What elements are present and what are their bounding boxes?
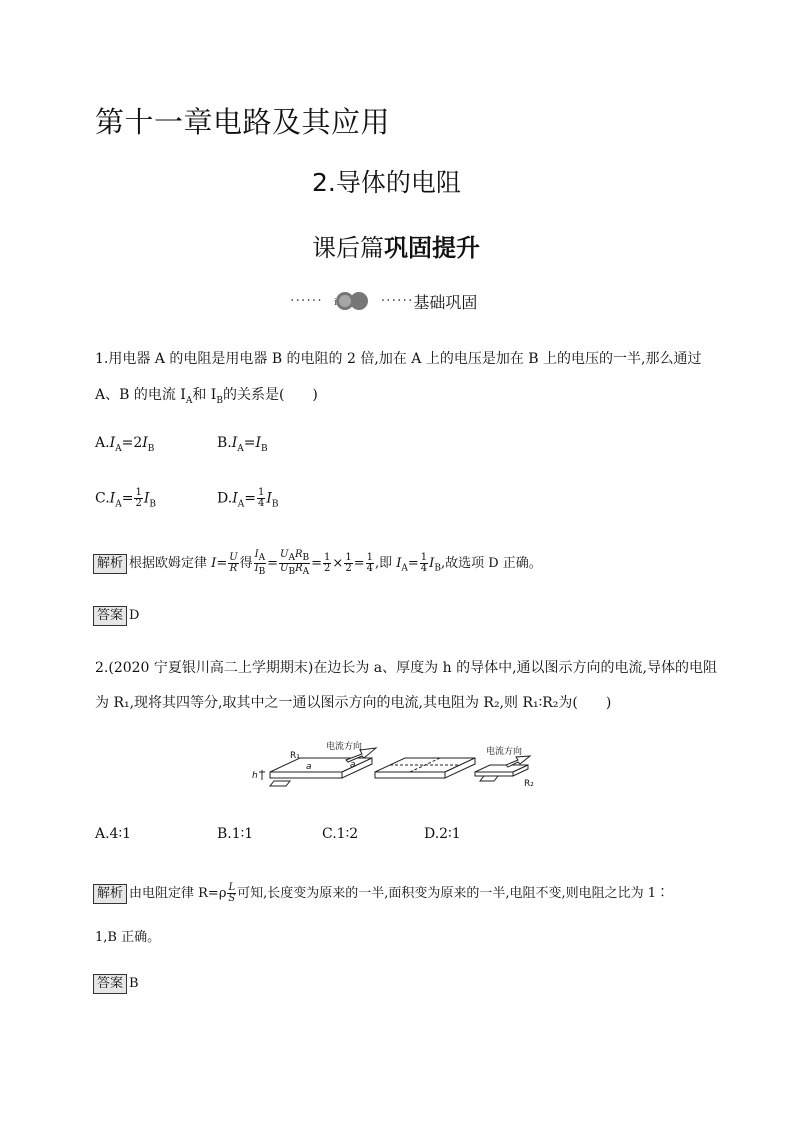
conductor-figure — [250, 736, 550, 796]
q1-option-d: $D.I_A=$ $\frac{1}{4}$ $I_B$ — [217, 487, 279, 510]
q1-line2-end: 的关系是( ) — [222, 387, 318, 403]
subsection-bold: 巩固提升 — [384, 234, 480, 262]
q2-option-c: C.1∶2 — [322, 826, 359, 842]
q1-answer-value: D — [129, 608, 140, 623]
basic-section-header — [290, 288, 477, 314]
q2-analysis-line2: 1,B 正确。 — [95, 930, 161, 945]
q1-analysis-post: ,即 — [374, 556, 393, 571]
chapter-title: 第十一章电路及其应用 — [95, 105, 391, 139]
q1-analysis: 解析 根据欧姆定律 I= $\frac{U}{R}$ 得 $\frac{I_A}{I_B}$ = $\frac{U_AR_B}{U_BR_A}$ = $\frac{1}{2}$ × $\frac{1}{2}$ = $\frac{1}{4}$ ,即 $I_A=$ $\frac{1}{4}$ $I_B$,故选项 D 正确。 — [93, 550, 542, 577]
q2-option-d: D.2∶1 — [424, 826, 461, 842]
basic-label: 基础巩固 — [413, 292, 478, 312]
q2-option-b: B.1∶1 — [217, 826, 254, 842]
q1-option-a: $A.I_A=2I_B$ — [95, 435, 155, 454]
fig-label-r1: R₁ — [290, 751, 300, 761]
q1-line2-a: A、B 的电流 I — [95, 387, 186, 403]
q2-line2: 为 R₁,现将其四等分,取其中之一通以图示方向的电流,其电阻为 R₂,则 R₁∶R₂为( ) — [95, 695, 612, 711]
q2-option-a: A.4∶1 — [95, 826, 132, 842]
q1-answer — [93, 606, 139, 626]
fig-label-a1: a — [306, 762, 312, 772]
q2-answer — [93, 974, 139, 994]
q1-analysis-mid: 得 — [239, 556, 253, 571]
svg-text:i: i — [333, 298, 337, 308]
section-title: 2.导体的电阻 — [312, 168, 461, 197]
subsection-title — [312, 228, 480, 263]
q1-line2-mid: 和 I — [192, 387, 217, 403]
fig-label-r2: R₂ — [524, 779, 534, 789]
q1-sub-a: A — [185, 395, 193, 406]
analysis-tag: 解析 — [93, 554, 127, 574]
fig-label-h: h — [252, 771, 258, 781]
answer-tag: 答案 — [93, 974, 127, 994]
fig-label-a2: a — [350, 760, 356, 770]
analysis-tag: 解析 — [93, 884, 127, 904]
q2-analysis: 解析 由电阻定律 R=ρ $\frac{L}{S}$ 可知,长度变为原来的一半,面积变为原来的一半,电阻不变,则电阻之比为 1∶ — [93, 882, 669, 904]
q2-analysis-pre: 由电阻定律 R=ρ — [129, 886, 227, 901]
q2-line1: 2.(2020 宁夏银川高二上学期期末)在边长为 a、厚度为 h 的导体中,通以图示方向的电流,导体的电阻 — [95, 660, 717, 676]
subsection-prefix: 课后篇 — [312, 234, 384, 262]
q1-analysis-end: 故选项 D 正确。 — [445, 556, 542, 571]
answer-tag: 答案 — [93, 606, 127, 626]
q2-answer-value: B — [129, 976, 139, 991]
fig-label-current2: 电流方向 — [486, 747, 523, 757]
q2-analysis-post: 可知,长度变为原来的一半,面积变为原来的一半,电阻不变,则电阻之比为 1∶ — [237, 886, 670, 901]
q1-line1: 1.用电器 A 的电阻是用电器 B 的电阻的 2 倍,加在 A 上的电压是加在 B 上的电压的一半,那么通过 — [95, 351, 702, 367]
q1-sub-b: B — [216, 395, 223, 406]
fig-label-current1: 电流方向 — [326, 742, 363, 752]
level-icon — [327, 289, 377, 313]
q1-line2 — [95, 385, 318, 411]
dots-left: ······ — [290, 293, 323, 309]
q1-option-b: $B.I_A=I_B$ — [217, 435, 268, 454]
dots-right: ······ — [380, 293, 414, 309]
q1-analysis-pre: 根据欧姆定律 — [129, 556, 208, 571]
q1-option-c: $C.I_A=$ $\frac{1}{2}$ $I_B$ — [95, 487, 156, 510]
